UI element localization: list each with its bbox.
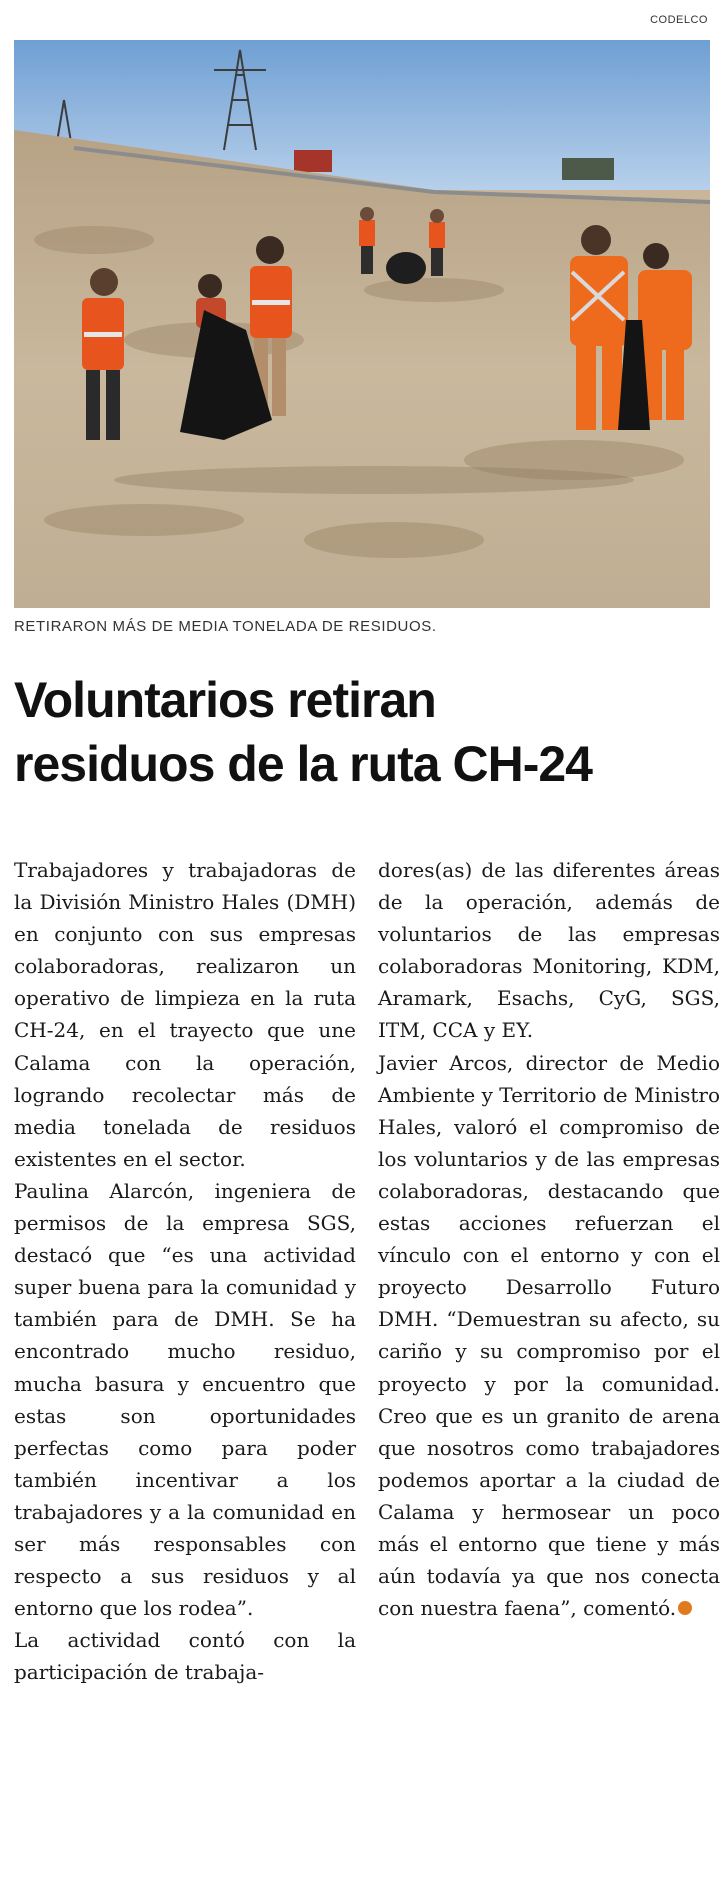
body-paragraph: Trabajadores y trabajadoras de la División Ministro Hales (DMH) en conjunto con sus empresas colaboradoras, realizaron un operativo de limpieza en la ruta CH-24, en el trayecto que une Calama con la operación, logrando recolectar más de media tonelada de residuos existentes en el sector. [14, 858, 356, 1171]
volunteers-cleanup-illustration [14, 40, 710, 608]
source-tag: CODELCO [650, 14, 708, 26]
body-paragraph: Paulina Alarcón, ingeniera de permisos de la empresa SGS, destacó que “es una actividad super buena para la comunidad y también para de DMH. Se ha encontrado mucho residuo, mucha basura y encuentro que estas son oportunidades perfectas como para poder también incentivar a los trabajadores y a la comunidad en ser más responsables con respecto a sus residuos y al entorno que los rodea”. [14, 1178, 356, 1621]
body-paragraph: dores(as) de las diferentes áreas de la operación, además de voluntarios de las empresas colaboradoras Monitoring, KDM, Aramark, Esachs, CyG, SGS, ITM, CCA y EY. [378, 858, 720, 1043]
distant-billboard [562, 158, 614, 180]
body-paragraph-text: Javier Arcos, director de Medio Ambiente y Territorio de Ministro Hales, valoró el compromiso de los voluntarios y de las empresas colaboradoras, destacando que estas acciones refuerzan el vínculo con el entorno y con el proyecto Desarrollo Futuro DMH. “Demuestran su afecto, su cariño y su compromiso por el proyecto y por la comunidad. Creo que es un granito de arena que nosotros como trabajadores podemos aportar a la ciudad de Calama y hermosear un poco más el entorno que tiene y más aún todavía ya que nos conecta con nuestra faena”, comentó. [378, 1050, 720, 1621]
headline-line-1: Voluntarios retiran [14, 672, 436, 728]
body-paragraph: La actividad contó con la participación de trabaja- [14, 1628, 356, 1685]
body-column-right [378, 854, 720, 1624]
article-photo [14, 40, 710, 608]
photo-caption: RETIRARON MÁS DE MEDIA TONELADA DE RESIDUOS. [14, 618, 437, 635]
article-headline [14, 668, 714, 796]
headline-line-2: residuos de la ruta CH-24 [14, 736, 592, 792]
body-paragraph-last [378, 1047, 720, 1625]
body-column-left [14, 854, 356, 1688]
distant-truck [294, 150, 332, 172]
end-of-article-icon [678, 1601, 692, 1615]
